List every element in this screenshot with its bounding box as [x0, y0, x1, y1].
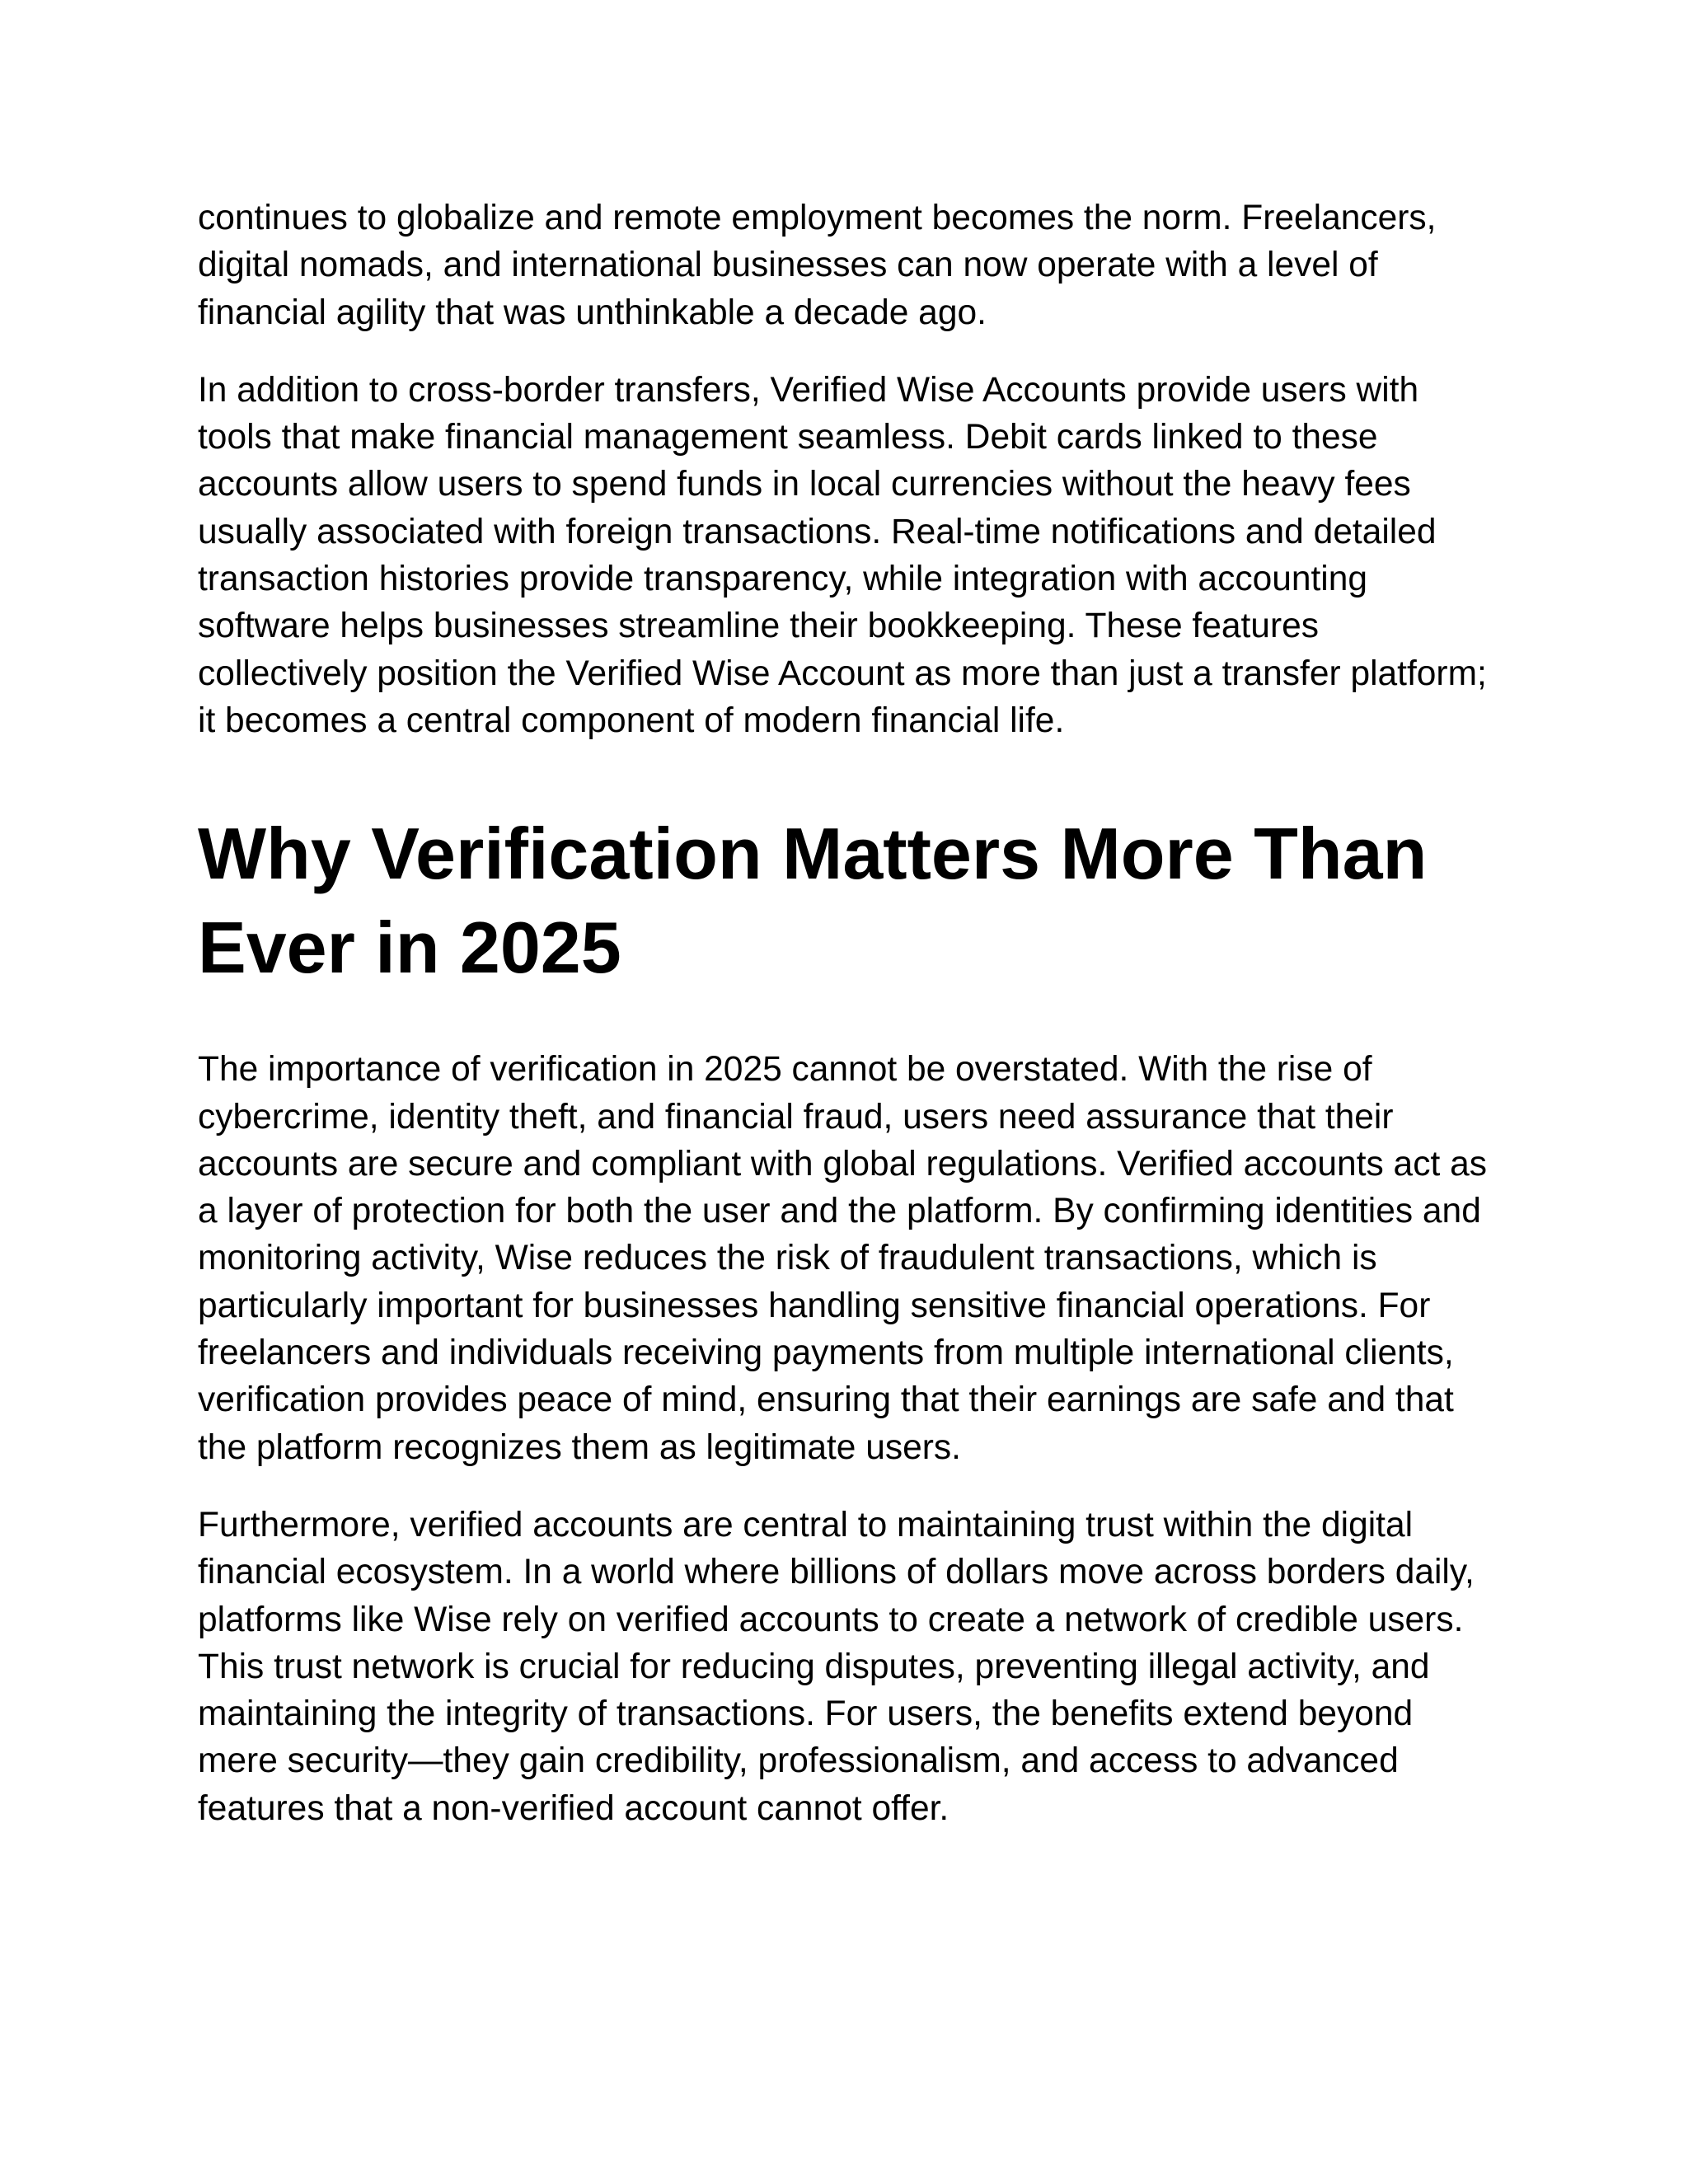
document-body [198, 194, 1492, 1832]
section-heading: Why Verification Matters More Than Ever in 2025 [198, 813, 1428, 989]
paragraph-continuation: continues to globalize and remote employment becomes the norm. Freelancers, digital nomads, and international businesses can now operate with a level of financial agility that was unthinkable a decade ago. [198, 199, 1437, 332]
paragraph-trust-ecosystem: Furthermore, verified accounts are central to maintaining trust within the digital financial ecosystem. In a world where billions of dollars move across borders daily, platforms like Wise rely on verified accounts to create a network of credible users. This trust network is crucial for reducing disputes, preventing illegal activity, and maintaining the integrity of transactions. For users, the benefits extend beyond mere security—they gain credibility, professionalism, and access to advanced features that a non-verified account cannot offer. [198, 1505, 1475, 1828]
paragraph-features: In addition to cross-border transfers, Verified Wise Accounts provide users with tools that make financial management seamless. Debit cards linked to these accounts allow users to spend funds in local currencies without the heavy fees usually associated with foreign transactions. Real-time notifications and detailed transaction histories provide transparency, while integration with accounting software helps businesses streamline their bookkeeping. These features collectively position the Verified Wise Account as more than just a transfer platform; it becomes a central component of modern financial life. [198, 370, 1487, 740]
paragraph-verification-importance: The importance of verification in 2025 cannot be overstated. With the rise of cybercrime, identity theft, and financial fraud, users need assurance that their accounts are secure and compliant with global regulations. Verified accounts act as a layer of protection for both the user and the platform. By confirming identities and monitoring activity, Wise reduces the risk of fraudulent transactions, which is particularly important for businesses handling sensitive financial operations. For freelancers and individuals receiving payments from multiple international clients, verification provides peace of mind, ensuring that their earnings are safe and that the platform recognizes them as legitimate users. [198, 1050, 1487, 1467]
